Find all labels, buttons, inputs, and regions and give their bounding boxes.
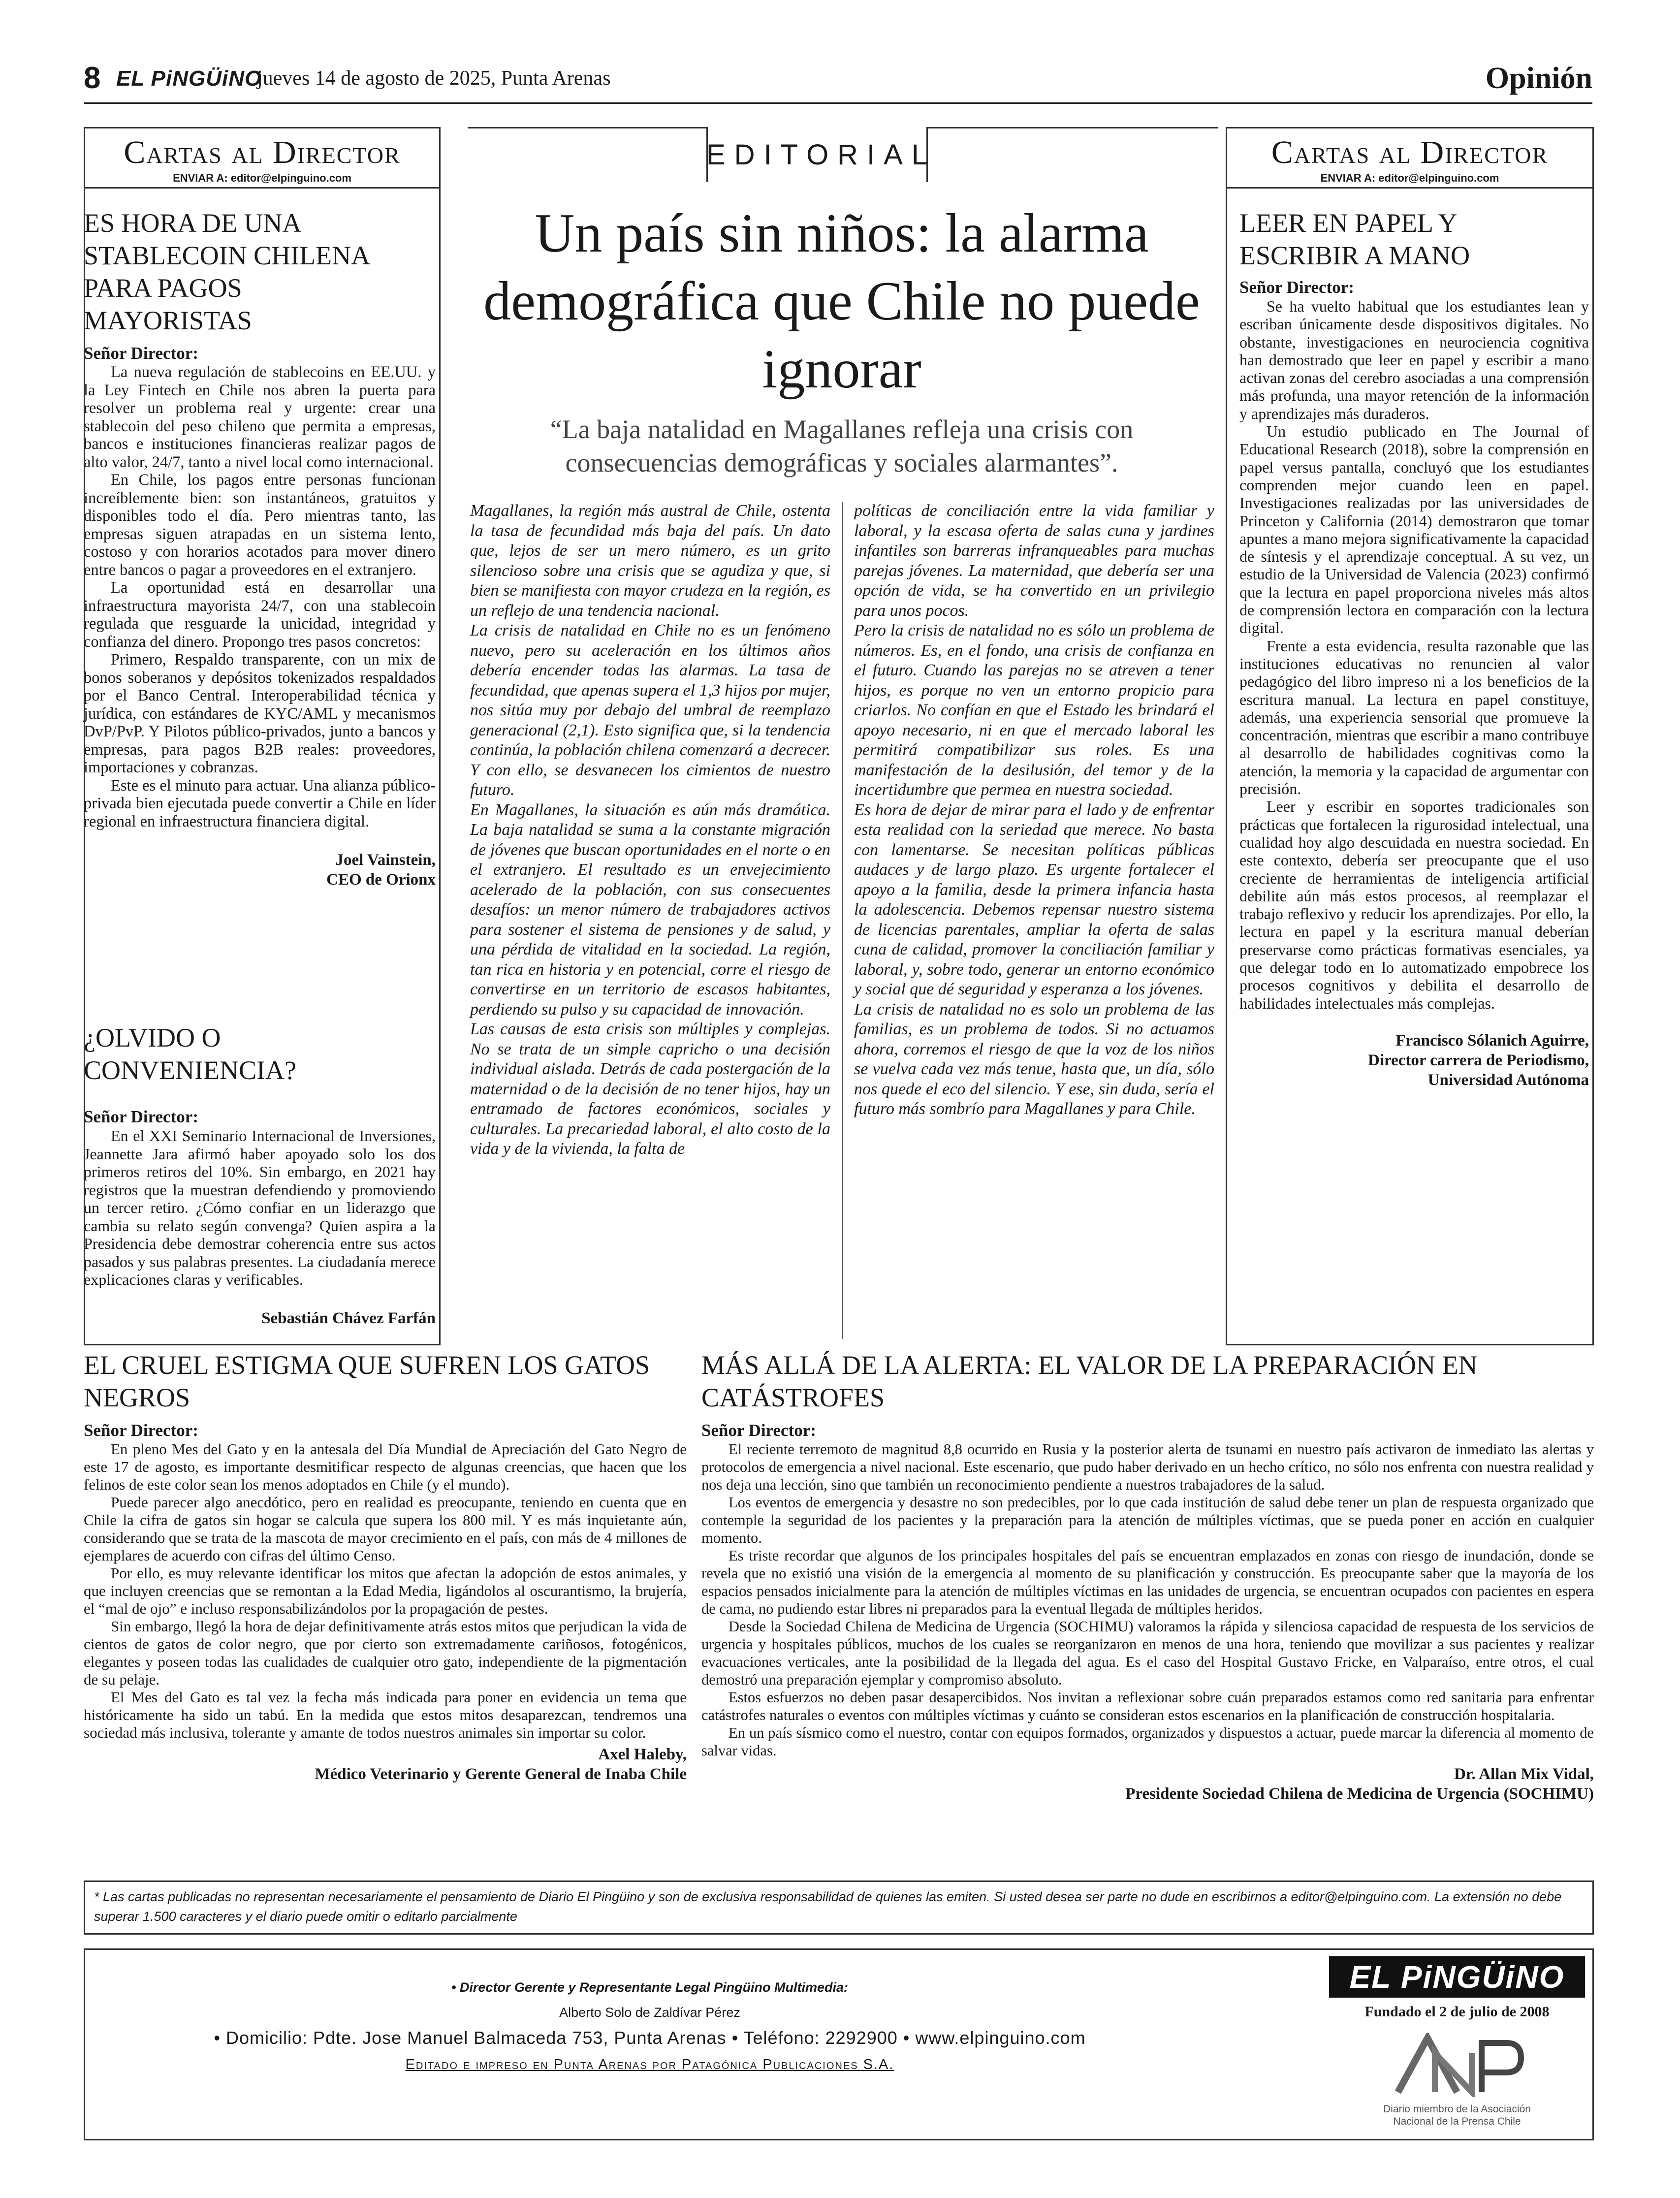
letter-signature-title: Médico Veterinario y Gerente General de Inaba Chile bbox=[315, 1765, 687, 1783]
cartas-email: ENVIAR A: editor@elpinguino.com bbox=[173, 172, 351, 184]
editorial-column-2 bbox=[854, 501, 1214, 1119]
paragraph: Es hora de dejar de mirar para el lado y de enfrentar esta realidad con la seriedad que merece. No basta con lamentarse. Se necesitan políticas públicas audaces y de largo plazo. Es urgente fortalecer el apoyo a la familia, desde la primera infancia hasta la adolescencia. Debemos repensar nuestro sistema de licencias parentales, ampliar la oferta de salas cuna de calidad, promover la conciliación familiar y laboral, y, sobre todo, generar un entorno económico y social que dé seguridad y esperanza a los jóvenes. bbox=[854, 800, 1214, 998]
letter-signature-name: Sebastián Chávez Farfán bbox=[261, 1309, 436, 1327]
paragraph: Desde la Sociedad Chilena de Medicina de Urgencia (SOCHIMU) valoramos la rápida y silenciosa capacidad de respuesta de los servicios de urgencia y hospitales públicos, muchos de los cuales se reorganizaron en menos de una hora, teniendo que movilizar a sus pacientes y realizar evacuaciones verticales, ante la posibilidad de la llegada del agua. Es el caso del Hospital Gustavo Fricke, en Valparaíso, entre otros, el cual demostró una preparación ejemplar y compromiso absoluto. bbox=[701, 1618, 1594, 1688]
letter-body bbox=[84, 1440, 687, 1742]
paragraph: En el XXI Seminario Internacional de Inversiones, Jeannette Jara afirmó haber apoyado solo los dos primeros retiros del 10%. Sin embargo, en 2021 hay registros que la muestran defendiendo y promoviendo un tercer retiro. ¿Cómo confiar en un liderazgo que cambia su relato según convenga? Quien aspira a la Presidencia debe demostrar coherencia entre sus actos pasados y sus palabras presentes. La ciudadanía merece explicaciones claras y verificables. bbox=[84, 1127, 436, 1288]
paragraph: Este es el minuto para actuar. Una alianza público-privada bien ejecutada puede convertir a Chile en líder regional en infraestructura financiera digital. bbox=[84, 776, 436, 830]
paragraph: Pero la crisis de natalidad no es sólo un problema de números. Es, en el fondo, una crisis de confianza en el futuro. Cuando las parejas no se atreven a tener hijos, es porque no ven un entorno propicio para criarlos. No confían en que el Estado les brindará el apoyo necesario, ni en que el mercado laboral les permitirá compatibilizar sus roles. Es una manifestación de la desilusión, del temor y de la incertidumbre que permea en nuestra sociedad. bbox=[854, 621, 1214, 799]
editorial-column-1 bbox=[470, 501, 830, 1159]
paragraph: Sin embargo, llegó la hora de dejar definitivamente atrás estos mitos que perjudican la vida de cientos de gatos de color negro, que por cierto son extremadamente cariñosos, fotogénicos, elegantes y poseen todas las cualidades de cualquier otro gato, independiente de la pigmentación de su pelaje. bbox=[84, 1618, 687, 1688]
paragraph: El Mes del Gato es tal vez la fecha más indicada para poner en evidencia un tema que históricamente ha sido un tabú. En la medida que estos mitos desaparezcan, tendremos una sociedad más inclusiva, tolerante y amante de todos nuestros animales sin importar su color. bbox=[84, 1688, 687, 1741]
letter-signature-org: Universidad Autónoma bbox=[1427, 1071, 1589, 1089]
letter-body bbox=[84, 363, 436, 830]
section-title: Opinión bbox=[1485, 62, 1592, 95]
paragraph: Leer y escribir en soportes tradicionales son prácticas que fortalecen la rigurosidad intelectual, una cualidad hoy algo descuidada en nuestra sociedad. En este contexto, debería ser preocupante que el uso creciente de herramientas de inteligencia artificial debilite aún más estos procesos, al reemplazar el trabajo reflexivo y reducir los aprendizajes. Por ello, la lectura en papel y la escritura manual deberían preservarse como prácticas formativas esenciales, ya que delegar todo en lo automatizado empobrece los procesos cognitivos y debilita el desarrollo de habilidades intelectuales más complejas. bbox=[1239, 797, 1589, 1012]
letter-body bbox=[701, 1440, 1594, 1759]
anp-logo-icon bbox=[1388, 2033, 1526, 2097]
letter-salutation: Señor Director: bbox=[1239, 278, 1354, 297]
footer-logo: EL PiNGÜiNO bbox=[1329, 1956, 1585, 1998]
paragraph: Estos esfuerzos no deben pasar desapercibidos. Nos invitan a reflexionar sobre cuán preparados estamos como red sanitaria para enfrentar catástrofes naturales o eventos con múltiples víctimas y cuánto se consideran estos escenarios en la planificación de construcción hospitalaria. bbox=[701, 1689, 1594, 1723]
letter-salutation: Señor Director: bbox=[701, 1421, 816, 1440]
editorial-label: EDITORIAL bbox=[706, 139, 937, 171]
editorial-column-divider bbox=[842, 502, 843, 1339]
paragraph: Primero, Respaldo transparente, con un mix de bonos soberanos y depósitos tokenizados respaldados por el Banco Central. Interoperabilidad técnica y jurídica, con estándares de KYC/AML y mecanismos DvP/PvP. Y Pilotos público-privados, junto a bancos y empresas, para pagos B2B reales: proveedores, importaciones y cobranzas. bbox=[84, 651, 436, 776]
letter-signature-name: Axel Haleby, bbox=[598, 1746, 687, 1763]
letter-stablecoin bbox=[84, 207, 436, 890]
footer-director-name: Alberto Solo de Zaldívar Pérez bbox=[559, 2005, 740, 2020]
paragraph: La oportunidad está en desarrollar una infraestructura mayorista 24/7, con una stablecoin regulada que resguarde la unicidad, integridad y confianza del dinero. Propongo tres pasos concretos: bbox=[84, 579, 436, 651]
paragraph: En un país sísmico como el nuestro, contar con equipos formados, organizados y dispuestos a actuar, puede marcar la diferencia al momento de salvar vidas. bbox=[701, 1724, 1594, 1759]
issue-date: jueves 14 de agosto de 2025, Punta Arenas bbox=[257, 67, 611, 90]
cartas-header-right bbox=[1227, 128, 1592, 189]
footer-printer-line: Editado e impreso en Punta Arenas por Patagónica Publicaciones S.A. bbox=[405, 2057, 894, 2072]
letter-signature-name: Francisco Sólanich Aguirre, bbox=[1395, 1031, 1589, 1050]
letter-alerta-catastrofes bbox=[701, 1349, 1594, 1804]
anp-caption-line: Nacional de la Prensa Chile bbox=[1393, 2116, 1521, 2127]
editorial-rule-left bbox=[468, 127, 706, 128]
letter-headline: ES HORA DE UNA STABLECOIN CHILENA PARA PAGOS MAYORISTAS bbox=[84, 208, 369, 335]
header-rule bbox=[84, 102, 1592, 104]
letter-leer-en-papel bbox=[1239, 207, 1589, 1090]
letter-signature-title: Presidente Sociedad Chilena de Medicina de Urgencia (SOCHIMU) bbox=[1125, 1785, 1594, 1803]
footer-director-label: • Director Gerente y Representante Legal Pingüino Multimedia: bbox=[451, 1980, 849, 1995]
paragraph: Se ha vuelto habitual que los estudiantes lean y escriban únicamente desde dispositivos digitales. No obstante, investigaciones en neurociencia cognitiva han demostrado que leer en papel y escribir a mano activan zonas del cerebro asociadas a una comprensión más profunda, una mayor retención de la información y aprendizajes más duraderos. bbox=[1239, 297, 1589, 422]
anp-caption-line: Diario miembro de la Asociación bbox=[1383, 2103, 1531, 2115]
editorial-title: Un país sin niños: la alarma demográfica que Chile no puede ignorar bbox=[483, 203, 1200, 400]
masthead-logo: EL PiNGÜiNO bbox=[116, 66, 262, 91]
letter-signature-name: Dr. Allan Mix Vidal, bbox=[1454, 1765, 1594, 1783]
cartas-header-left bbox=[85, 128, 439, 189]
paragraph: Es triste recordar que algunos de los principales hospitales del país se encuentran emplazados en zonas con riesgo de inundación, donde se revela que no existió una visión de la emergencia al momento de su planificación y construcción. Es preocupante saber que la mayoría de los espacios pensados inicialmente para la atención de múltiples víctimas en las unidades de urgencia, se encuentran ocupados con pacientes en espera de cama, no pudiendo estar libres ni preparados para la eventual llegada de múltiples heridos. bbox=[701, 1547, 1594, 1617]
paragraph: En Magallanes, la situación es aún más dramática. La baja natalidad se suma a la constante migración de jóvenes que buscan oportunidades en el norte o en el extranjero. El resultado es un envejecimiento acelerado de la población, con sus consecuentes desafíos: un menor número de trabajadores activos para sostener el sistema de pensiones y de salud, y una pérdida de vitalidad en la sociedad. La región, tan rica en historia y en potencial, corre el riesgo de convertirse en un territorio de escasos habitantes, perdiendo su pulso y su capacidad de innovación. bbox=[470, 800, 830, 1019]
letter-headline: LEER EN PAPEL Y ESCRIBIR A MANO bbox=[1239, 208, 1470, 270]
editorial-rule-right bbox=[928, 127, 1218, 128]
letter-salutation: Señor Director: bbox=[84, 1107, 198, 1126]
paragraph: La crisis de natalidad no es solo un problema de las familias, es un problema de todos. Si no actuamos ahora, corremos el riesgo de que la voz de los niños se vuelva cada vez más tenue, hasta que, un día, sólo nos quede el eco del silencio. Y ese, sin duda, sería el futuro más sombrío para Magallanes y para Chile. bbox=[854, 1000, 1214, 1118]
paragraph: Un estudio publicado en The Journal of Educational Research (2018), sobre la comprensión en papel versus pantalla, concluyó que los estudiantes comprenden mejor cuando leen en papel. Investigaciones realizadas por las universidades de Princeton y California (2014) demostraron que tomar apuntes a mano mejora significativamente la capacidad de síntesis y el aprendizaje conceptual. A su vez, un estudio de la Universidad de Valencia (2023) confirmó que la lectura en papel proporciona niveles más altos de comprensión lectora en comparación con la lectura digital. bbox=[1239, 422, 1589, 637]
paragraph: En Chile, los pagos entre personas funcionan increíblemente bien: son instantáneos, gratuitos y disponibles todo el día. Pero mientras tanto, las empresas siguen atrapadas en un sistema lento, costoso y con horarios acotados para mover dinero entre bancos o pagar a proveedores en el extranjero. bbox=[84, 471, 436, 579]
footer-founded: Fundado el 2 de julio de 2008 bbox=[1364, 2004, 1550, 2020]
paragraph: Puede parecer algo anecdótico, pero en realidad es preocupante, teniendo en cuenta que en Chile la cifra de gatos sin hogar se calcula que supera los 800 mil. Y es más inquietante aún, considerando que se trata de la mascota de mayor crecimiento en el país, con más de 4 millones de ejemplares de acuerdo con cifras del último Censo. bbox=[84, 1494, 687, 1564]
letter-headline: EL CRUEL ESTIGMA QUE SUFREN LOS GATOS NEGROS bbox=[84, 1350, 650, 1412]
paragraph: Frente a esta evidencia, resulta razonable que las instituciones educativas no renuncien al valor pedagógico del libro impreso ni a los beneficios de la escritura manual. La lectura en papel constituye, además, una experiencia sensorial que promueve la concentración, mientras que escribir a mano contribuye al desarrollo de habilidades cognitivas como la atención, la memoria y la capacidad de argumentar con precisión. bbox=[1239, 637, 1589, 798]
page-number: 8 bbox=[84, 61, 101, 95]
letter-salutation: Señor Director: bbox=[84, 344, 198, 363]
paragraph: La crisis de natalidad en Chile no es un fenómeno nuevo, pero su aceleración en los últimos años debería encender todas las alarmas. La tasa de fecundidad, que apenas supera el 1,3 hijos por mujer, nos sitúa muy por debajo del umbral de reemplazo generacional (2,1). Esto significa que, si la tendencia continúa, la población chilena comenzará a decrecer. Y con ello, se desvanecen los cimientos de nuestro futuro. bbox=[470, 621, 830, 799]
letter-headline: MÁS ALLÁ DE LA ALERTA: EL VALOR DE LA PREPARACIÓN EN CATÁSTROFES bbox=[701, 1350, 1478, 1412]
letter-signature-name: Joel Vainstein, bbox=[335, 851, 436, 869]
paragraph: Las causas de esta crisis son múltiples y complejas. No se trata de un simple capricho o una decisión individual aislada. Detrás de cada postergación de la maternidad o de la decisión de no tener hijos, hay un entramado de factores económicos, sociales y culturales. La precariedad laboral, el alto costo de la vida y de la vivienda, la falta de bbox=[470, 1020, 830, 1158]
letter-body bbox=[84, 1127, 436, 1289]
cartas-title: Cartas al Director bbox=[124, 134, 401, 170]
paragraph: En pleno Mes del Gato y en la antesala del Día Mundial de Apreciación del Gato Negro de este 17 de agosto, es importante desmitificar respecto de algunas creencias, que hacen que los felinos de este color sean los menos adoptados en Chile (y el mundo). bbox=[84, 1440, 687, 1493]
letter-body bbox=[1239, 297, 1589, 1012]
paragraph: El reciente terremoto de magnitud 8,8 ocurrido en Rusia y la posterior alerta de tsunami en nuestro país activaron de inmediato las alertas y protocolos de emergencia a nivel nacional. Este escenario, que pudo haber derivado en un hecho crítico, no sólo nos enfrenta con nuestra realidad y nos deja una lección, sino que también un reconocimiento pendiente a nuestros trabajadores de la salud. bbox=[701, 1441, 1594, 1493]
cartas-email: ENVIAR A: editor@elpinguino.com bbox=[1320, 172, 1499, 184]
letter-gatos-negros bbox=[84, 1349, 687, 1784]
paragraph: Los eventos de emergencia y desastre no son predecibles, por lo que cada institución de salud debe tener un plan de respuesta organizado que contemple la seguridad de los pacientes y la preparación para la atención de múltiples víctimas, que se pueda poner en acción en cualquier momento. bbox=[701, 1494, 1594, 1546]
letter-olvido bbox=[84, 1021, 436, 1328]
disclaimer: * Las cartas publicadas no representan necesariamente el pensamiento de Diario El Pingüino y son de exclusiva responsabilidad de quienes las emiten. Si usted desea ser parte no dude en escribirnos a editor@elpinguino.com. La extensión no debe superar 1.500 caracteres y el diario puede omitir o editarlo parcialmente bbox=[84, 1880, 1594, 1935]
letter-headline: ¿OLVIDO O CONVENIENCIA? bbox=[84, 1023, 296, 1085]
paragraph: políticas de conciliación entre la vida familiar y laboral, y la escasa oferta de salas cuna y jardines infantiles son barreras infranqueables para muchas parejas jóvenes. La maternidad, que debería ser una opción de vida, se ha convertido en un privilegio para unos pocos. bbox=[854, 502, 1214, 620]
anp-caption bbox=[1329, 2103, 1585, 2128]
paragraph: Magallanes, la región más austral de Chile, ostenta la tasa de fecundidad más baja del país. Un dato que, lejos de ser un mero número, es un grito silencioso sobre una crisis que se agudiza y que, si bien se manifiesta con mayor crudeza en la región, es un reflejo de una tendencia nacional. bbox=[470, 502, 830, 620]
editorial-subtitle: “La baja natalidad en Magallanes refleja una crisis con consecuencias demográficas y sociales alarmantes”. bbox=[550, 414, 1134, 478]
paragraph: La nueva regulación de stablecoins en EE.UU. y la Ley Fintech en Chile nos abren la puerta para resolver un problema real y urgente: crear una stablecoin del peso chileno que permita a empresas, bancos e instituciones financieras realizar pagos de alto valor, 24/7, tanto a nivel local como internacional. bbox=[84, 363, 436, 471]
paragraph: Por ello, es muy relevante identificar los mitos que afectan la adopción de estos animales, y que incluyen creencias que se remontan a la Edad Media, ligándolos al oscurantismo, la brujería, el “mal de ojo” e incluso responsabilizándolos por la propagación de pestes. bbox=[84, 1564, 687, 1617]
letter-signature-title: CEO de Orionx bbox=[326, 871, 436, 889]
letter-salutation: Señor Director: bbox=[84, 1421, 198, 1440]
cartas-title: Cartas al Director bbox=[1271, 134, 1549, 170]
footer-address: • Domicilio: Pdte. Jose Manuel Balmaceda 753, Punta Arenas • Teléfono: 2292900 • www.elpinguino.com bbox=[214, 2028, 1086, 2048]
letter-signature-title: Director carrera de Periodismo, bbox=[1368, 1051, 1589, 1069]
